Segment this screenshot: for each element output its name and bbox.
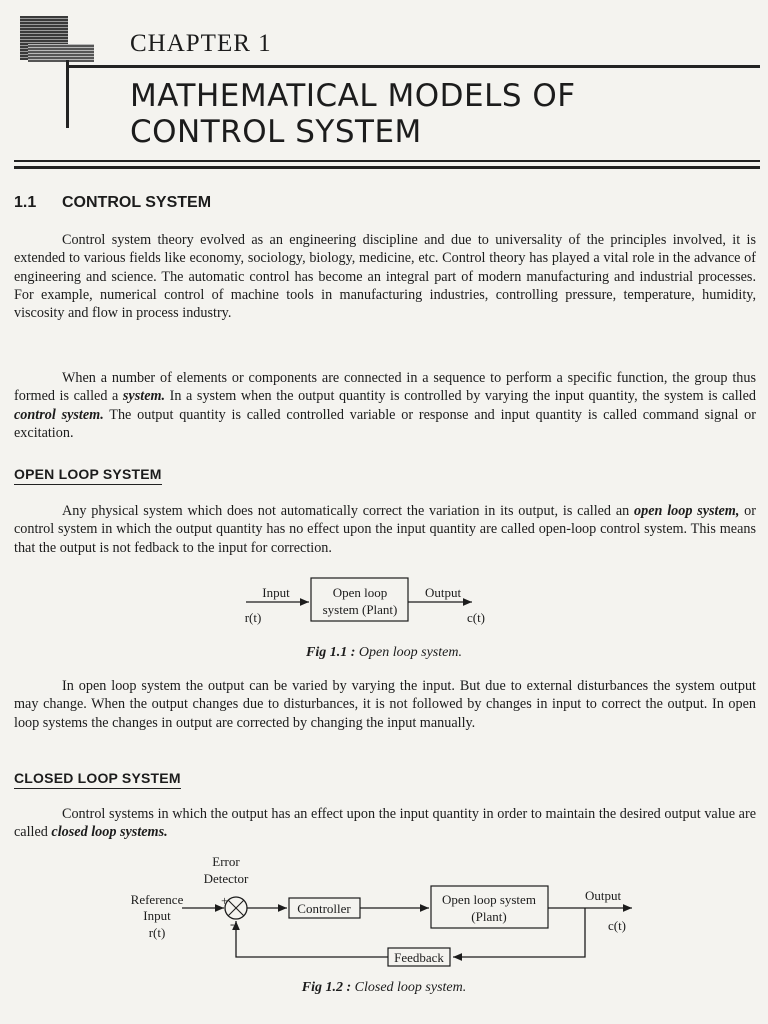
paragraph-open-loop — [14, 502, 756, 557]
figure-1-text: Open loop system. — [355, 645, 462, 660]
chapter-vertical-rule — [66, 60, 69, 128]
plant-block-line2: system (Plant) — [322, 602, 398, 617]
plant-label-2: (Plant) — [471, 909, 507, 924]
error-detector-label-1: Error — [212, 854, 240, 869]
chapter-title-line2: CONTROL SYSTEM — [130, 114, 422, 150]
feedback-label: Feedback — [394, 950, 444, 965]
figure-2-text: Closed loop system. — [351, 980, 467, 995]
paragraph-system-definition — [14, 369, 756, 442]
open-loop-heading: OPEN LOOP SYSTEM — [14, 466, 162, 485]
chapter-label: CHAPTER 1 — [130, 30, 272, 57]
title-rule-thin — [14, 160, 760, 162]
closed-loop-heading: CLOSED LOOP SYSTEM — [14, 770, 181, 789]
output-label: Output — [424, 585, 462, 600]
input-label: Input — [262, 585, 290, 600]
open-loop-text-a: Any physical system which does not automatically correct the variation in its output, is called an — [62, 503, 635, 519]
term-control-system: control system. — [14, 406, 104, 423]
figure-2-number: Fig 1.2 : — [301, 980, 352, 995]
section-title: CONTROL SYSTEM — [62, 194, 212, 211]
input-signal: r(t) — [244, 610, 262, 625]
output-signal: c(t) — [466, 610, 486, 625]
reference-label-2: Input — [143, 908, 171, 923]
chapter-title — [130, 78, 576, 150]
paragraph-open-loop-behavior: In open loop system the output can be varied by varying the input. But due to external disturbances the system output may change. When the output changes due to disturbances, it is not followed by changes in input to correct the output. In open loop systems the changes in output are corrected by changing the input manually. — [14, 678, 756, 731]
para2-text-b: In a system when the output quantity is controlled by varying the input quantity, the system is called — [165, 388, 756, 405]
title-rule-thick — [14, 166, 760, 169]
output-signal: c(t) — [607, 918, 627, 933]
chapter-rule — [66, 65, 760, 68]
paragraph-control-theory: Control system theory evolved as an engineering discipline and due to universality of the principles involved, it is extended to various fields like economy, sociology, biology, medicine, etc. Control theory has played a vital role in the advance of engineering and science. The automatic control has become an integral part of modern manufacturing and industrial processes. For example, numerical control of machine tools in manufacturing industries, controlling pressure, temperature, humidity, viscosity and flow in process industry. — [14, 232, 756, 322]
chapter-title-line1: MATHEMATICAL MODELS OF — [130, 78, 576, 114]
para2-text-c: The output quantity is called controlled variable or response and input quantity is called command signal or excitation. — [14, 406, 756, 441]
section-heading — [14, 194, 211, 212]
chapter-corner-decoration-bar — [28, 44, 94, 62]
open-loop-text-b: or control system in which the output quantity has no effect upon the input quantity are called open-loop control system. This means that the output is not fedback to the input for correction. — [14, 503, 756, 556]
section-number: 1.1 — [14, 194, 37, 211]
summing-plus: + — [221, 893, 229, 908]
controller-label: Controller — [297, 901, 351, 916]
open-loop-diagram — [0, 570, 768, 640]
output-label: Output — [584, 888, 622, 903]
feedback-path-in — [236, 921, 388, 957]
figure-caption-2 — [0, 980, 768, 996]
plant-label-1: Open loop system — [442, 892, 536, 907]
closed-loop-diagram — [0, 850, 768, 975]
error-detector-label-2: Detector — [203, 871, 249, 886]
figure-caption-1 — [0, 645, 768, 661]
plant-block-line1: Open loop — [332, 585, 388, 600]
summing-minus: - — [230, 916, 235, 931]
para2-text-a: When a number of elements or components are connected in a sequence to perform a specific function, the group thus formed is called a — [14, 370, 756, 405]
term-open-loop-system: open loop system, — [634, 503, 740, 519]
term-closed-loop-systems: closed loop systems. — [51, 824, 168, 841]
closed-loop-text-a: Control systems in which the output has an effect upon the input quantity in order to maintain the desired output value are called — [14, 806, 756, 841]
figure-1-number: Fig 1.1 : — [306, 645, 356, 660]
reference-signal: r(t) — [148, 925, 166, 940]
paragraph-closed-loop — [14, 805, 756, 842]
term-system: system. — [122, 388, 166, 405]
reference-label-1: Reference — [130, 892, 184, 907]
